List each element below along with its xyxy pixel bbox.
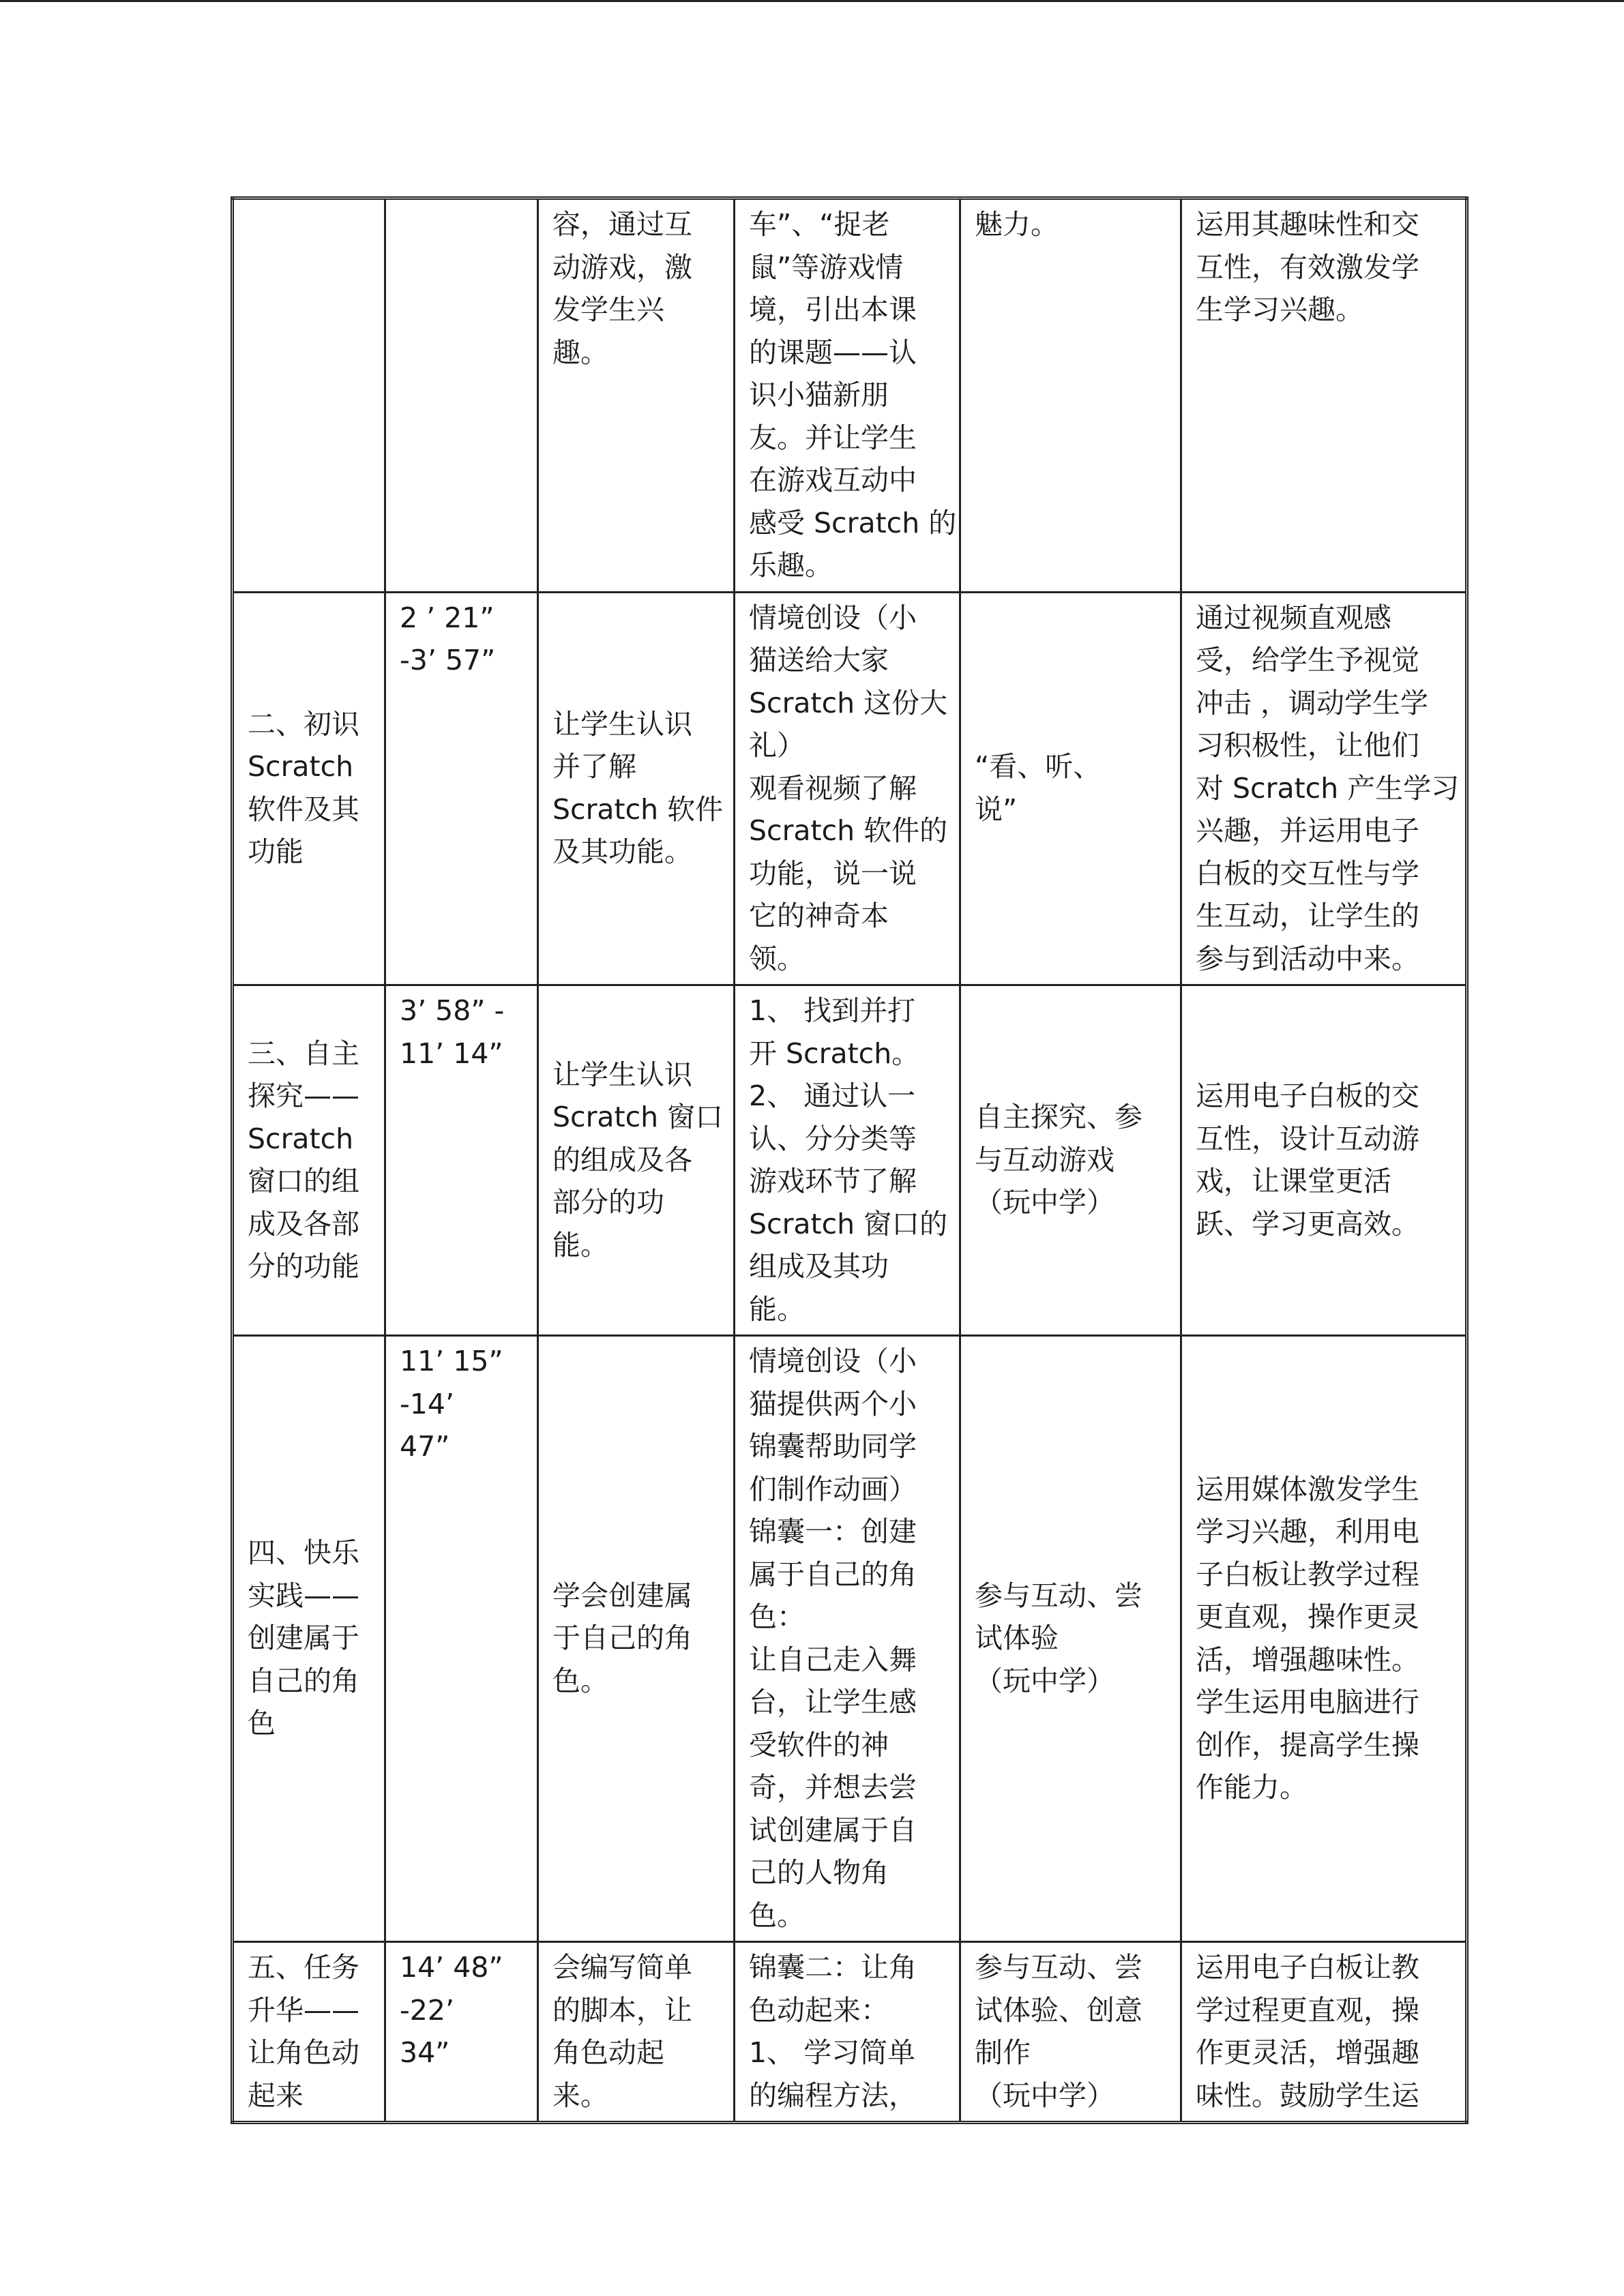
cell-text-line: 及其功能。 — [552, 835, 692, 869]
cell-text-line: -14’ — [400, 1387, 454, 1420]
cell-text-line: 互性，设计互动游 — [1196, 1122, 1419, 1155]
cell-text-line: 自己的角 — [248, 1664, 359, 1697]
cell-text-line: 动游戏，激 — [552, 250, 692, 284]
cell-time — [385, 198, 538, 593]
cell-text-line: 奇，并想去尝 — [749, 1771, 917, 1804]
cell-activity — [735, 198, 960, 593]
cell-text-line: 参与到活动中来。 — [1196, 942, 1419, 975]
cell-text-line: 互性，有效激发学 — [1196, 250, 1419, 284]
cell-text-line: 生学习兴趣。 — [1196, 293, 1363, 326]
cell-objective — [538, 198, 735, 593]
cell-text-line: -22’ — [400, 1993, 454, 2027]
cell-text-line: 实践—— — [248, 1579, 359, 1612]
table-row — [233, 985, 1467, 1336]
cell-design-intent — [1181, 592, 1467, 985]
cell-text-line: 活，增强趣味性。 — [1196, 1643, 1419, 1676]
cell-text-line: 的组成及各 — [552, 1143, 692, 1176]
cell-method — [960, 592, 1181, 985]
cell-text-line: 14’ 48” — [400, 1951, 503, 1984]
cell-text-line: 创建属于 — [248, 1622, 359, 1655]
cell-text-line: Scratch 软件的 — [749, 814, 948, 847]
cell-text-line: 试创建属于自 — [749, 1813, 917, 1847]
cell-text-line: 跃、学习更高效。 — [1196, 1207, 1419, 1240]
cell-text-line: 参与互动、尝 — [975, 1579, 1142, 1612]
cell-text-line: 组成及其功 — [749, 1250, 889, 1283]
cell-text-line: 锦囊一：创建 — [749, 1515, 917, 1548]
table-row — [233, 1942, 1467, 2123]
cell-text-line: 观看视频了解 — [749, 771, 917, 805]
cell-text-line: 礼） — [749, 729, 805, 762]
cell-text-line: 作能力。 — [1196, 1771, 1308, 1804]
cell-text-line: 台，让学生感 — [749, 1686, 917, 1718]
cell-text-line: 味性。鼓励学生运 — [1196, 2078, 1419, 2112]
cell-text-line: 乐趣。 — [749, 549, 833, 582]
cell-time — [385, 1336, 538, 1942]
cell-text-line: （玩中学） — [975, 1664, 1114, 1697]
cell-activity — [735, 1336, 960, 1942]
cell-text-line: 升华—— — [248, 1993, 359, 2027]
cell-text-line: 34” — [400, 2036, 450, 2069]
cell-text-line: 冲击 ，调动学生学 — [1196, 686, 1429, 719]
cell-text-line: 情境创设（小 — [749, 1345, 917, 1377]
cell-text-line: 的脚本，让 — [552, 1993, 692, 2027]
cell-text-line: 境，引出本课 — [749, 293, 917, 326]
cell-text-line: 学习兴趣，利用电 — [1196, 1515, 1419, 1548]
cell-text-line: 魅力。 — [975, 208, 1059, 241]
cell-stage — [233, 1336, 385, 1942]
cell-text-line: 生互动，让学生的 — [1196, 899, 1419, 932]
cell-text-line: 情境创设（小 — [749, 601, 917, 634]
cell-text-line: 3’ 58” - — [400, 994, 505, 1027]
cell-text-line: 的编程方法， — [749, 2078, 917, 2112]
cell-text-line: 戏，让课堂更活 — [1196, 1165, 1391, 1197]
cell-text-line: 于自己的角 — [552, 1622, 692, 1655]
cell-text-line: 色。 — [749, 1898, 805, 1932]
cell-text-line: Scratch 软件 — [552, 792, 724, 826]
cell-text-line: 说” — [975, 792, 1018, 826]
cell-objective — [538, 1942, 735, 2123]
cell-text-line: 运用媒体激发学生 — [1196, 1472, 1419, 1506]
cell-text-line: 2 ’ 21” — [400, 601, 494, 634]
cell-text-line: 对 Scratch 产生学习 — [1196, 771, 1460, 805]
cell-text-line: 兴趣，并运用电子 — [1196, 814, 1419, 847]
cell-method — [960, 1942, 1181, 2123]
cell-text-line: 受，给学生予视觉 — [1196, 644, 1419, 676]
cell-design-intent — [1181, 1336, 1467, 1942]
table-row — [233, 1336, 1467, 1942]
cell-text-line: 并了解 — [552, 750, 636, 784]
cell-stage — [233, 592, 385, 985]
cell-objective — [538, 985, 735, 1336]
cell-text-line: 三、自主 — [248, 1037, 359, 1070]
page-top-border — [0, 0, 1624, 2]
cell-text-line: 色动起来： — [749, 1993, 889, 2027]
cell-text-line: 色： — [749, 1600, 805, 1633]
table-row — [233, 198, 1467, 593]
cell-design-intent — [1181, 198, 1467, 593]
table-row — [233, 592, 1467, 985]
cell-text-line: 让学生认识 — [552, 707, 692, 741]
cell-text-line: 己的人物角 — [749, 1856, 889, 1889]
cell-text-line: 学过程更直观，操 — [1196, 1993, 1419, 2027]
cell-text-line: 1、 找到并打 — [749, 994, 916, 1027]
cell-activity — [735, 592, 960, 985]
cell-text-line: 运用电子白板的交 — [1196, 1079, 1419, 1112]
cell-text-line: 容，通过互 — [552, 208, 692, 241]
cell-method — [960, 198, 1181, 593]
cell-text-line: 探究—— — [248, 1079, 359, 1112]
cell-text-line: 属于自己的角 — [749, 1557, 917, 1591]
cell-text-line: 习积极性，让他们 — [1196, 729, 1419, 762]
cell-text-line: 发学生兴 — [552, 293, 664, 326]
cell-objective — [538, 1336, 735, 1942]
cell-stage — [233, 198, 385, 593]
cell-text-line: 成及各部 — [248, 1207, 359, 1240]
cell-text-line: 软件及其 — [248, 792, 359, 826]
cell-text-line: 2、 通过认一 — [749, 1079, 916, 1112]
cell-text-line: 起来 — [248, 2078, 304, 2112]
cell-text-line: 来。 — [552, 2078, 608, 2112]
cell-text-line: 参与互动、尝 — [975, 1951, 1142, 1984]
cell-text-line: 47” — [400, 1430, 450, 1463]
cell-design-intent — [1181, 1942, 1467, 2123]
cell-text-line: 部分的功 — [552, 1186, 664, 1219]
cell-text-line: 制作 — [975, 2036, 1031, 2069]
cell-text-line: 试体验 — [975, 1622, 1059, 1655]
cell-text-line: 分的功能 — [248, 1250, 359, 1283]
cell-time — [385, 985, 538, 1336]
cell-text-line: 二、初识 — [248, 707, 359, 741]
cell-text-line: 自主探究、参 — [975, 1101, 1142, 1134]
cell-activity — [735, 985, 960, 1336]
cell-text-line: 运用电子白板让教 — [1196, 1951, 1419, 1984]
cell-text-line: 会编写简单 — [552, 1951, 692, 1984]
cell-text-line: 猫送给大家 — [749, 644, 889, 676]
cell-stage — [233, 1942, 385, 2123]
cell-objective — [538, 592, 735, 985]
cell-text-line: 色 — [248, 1707, 276, 1740]
cell-text-line: 子白板让教学过程 — [1196, 1557, 1419, 1591]
cell-text-line: 与互动游戏 — [975, 1143, 1114, 1176]
cell-text-line: 创作，提高学生操 — [1196, 1728, 1419, 1761]
cell-text-line: 锦囊二：让角 — [749, 1951, 917, 1984]
cell-text-line: 受软件的神 — [749, 1728, 889, 1761]
cell-text-line: 功能，说一说 — [749, 856, 917, 890]
cell-method — [960, 985, 1181, 1336]
lesson-plan-table — [231, 196, 1468, 2124]
cell-text-line: 功能 — [248, 835, 304, 869]
cell-text-line: Scratch — [248, 750, 354, 784]
cell-text-line: 学生运用电脑进行 — [1196, 1686, 1419, 1718]
cell-text-line: 猫提供两个小 — [749, 1387, 917, 1420]
cell-text-line: 让角色动 — [248, 2036, 359, 2069]
cell-text-line: 能。 — [552, 1228, 608, 1262]
cell-text-line: 学会创建属 — [552, 1579, 692, 1612]
cell-text-line: 角色动起 — [552, 2036, 664, 2069]
cell-text-line: 感受 Scratch 的 — [749, 506, 957, 539]
cell-text-line: 试体验、创意 — [975, 1993, 1142, 2027]
cell-text-line: 白板的交互性与学 — [1196, 856, 1419, 890]
cell-text-line: 友。并让学生 — [749, 421, 917, 454]
cell-text-line: 领。 — [749, 942, 805, 975]
cell-text-line: 它的神奇本 — [749, 899, 889, 932]
cell-text-line: （玩中学） — [975, 2078, 1114, 2112]
cell-text-line: 识小猫新朋 — [749, 378, 889, 411]
cell-text-line: Scratch 窗口 — [552, 1101, 724, 1134]
cell-stage — [233, 985, 385, 1336]
cell-text-line: 作更灵活，增强趣 — [1196, 2036, 1419, 2069]
cell-text-line: -3’ 57” — [400, 644, 496, 676]
cell-text-line: 运用其趣味性和交 — [1196, 208, 1419, 241]
cell-text-line: 鼠”等游戏情 — [749, 250, 904, 284]
cell-text-line: Scratch 窗口的 — [749, 1207, 948, 1240]
cell-time — [385, 1942, 538, 2123]
cell-text-line: 更直观，操作更灵 — [1196, 1600, 1419, 1633]
cell-text-line: 游戏环节了解 — [749, 1165, 917, 1197]
cell-text-line: 的课题——认 — [749, 336, 917, 369]
cell-text-line: 色。 — [552, 1664, 608, 1697]
cell-time — [385, 592, 538, 985]
cell-text-line: 认、分分类等 — [749, 1122, 917, 1155]
cell-text-line: 在游戏互动中 — [749, 464, 917, 496]
cell-text-line: 开 Scratch。 — [749, 1037, 920, 1070]
cell-text-line: 四、快乐 — [248, 1536, 359, 1570]
cell-text-line: “看、听、 — [975, 750, 1102, 784]
cell-text-line: Scratch 这份大 — [749, 686, 948, 719]
cell-text-line: （玩中学） — [975, 1186, 1114, 1219]
cell-design-intent — [1181, 985, 1467, 1336]
cell-text-line: 窗口的组 — [248, 1165, 359, 1197]
cell-text-line: 11’ 14” — [400, 1037, 503, 1070]
cell-text-line: 锦囊帮助同学 — [749, 1430, 917, 1463]
cell-text-line: 们制作动画） — [749, 1472, 917, 1506]
cell-text-line: 1、 学习简单 — [749, 2036, 916, 2069]
cell-text-line: 车”、“捉老 — [749, 208, 890, 241]
cell-text-line: 11’ 15” — [400, 1345, 503, 1377]
cell-activity — [735, 1942, 960, 2123]
cell-text-line: 能。 — [749, 1292, 805, 1326]
cell-text-line: 通过视频直观感 — [1196, 601, 1391, 634]
cell-text-line: 五、任务 — [248, 1951, 359, 1984]
cell-text-line: 让自己走入舞 — [749, 1643, 917, 1676]
cell-method — [960, 1336, 1181, 1942]
cell-text-line: 让学生认识 — [552, 1058, 692, 1091]
cell-text-line: 趣。 — [552, 336, 608, 369]
cell-text-line: Scratch — [248, 1122, 354, 1155]
